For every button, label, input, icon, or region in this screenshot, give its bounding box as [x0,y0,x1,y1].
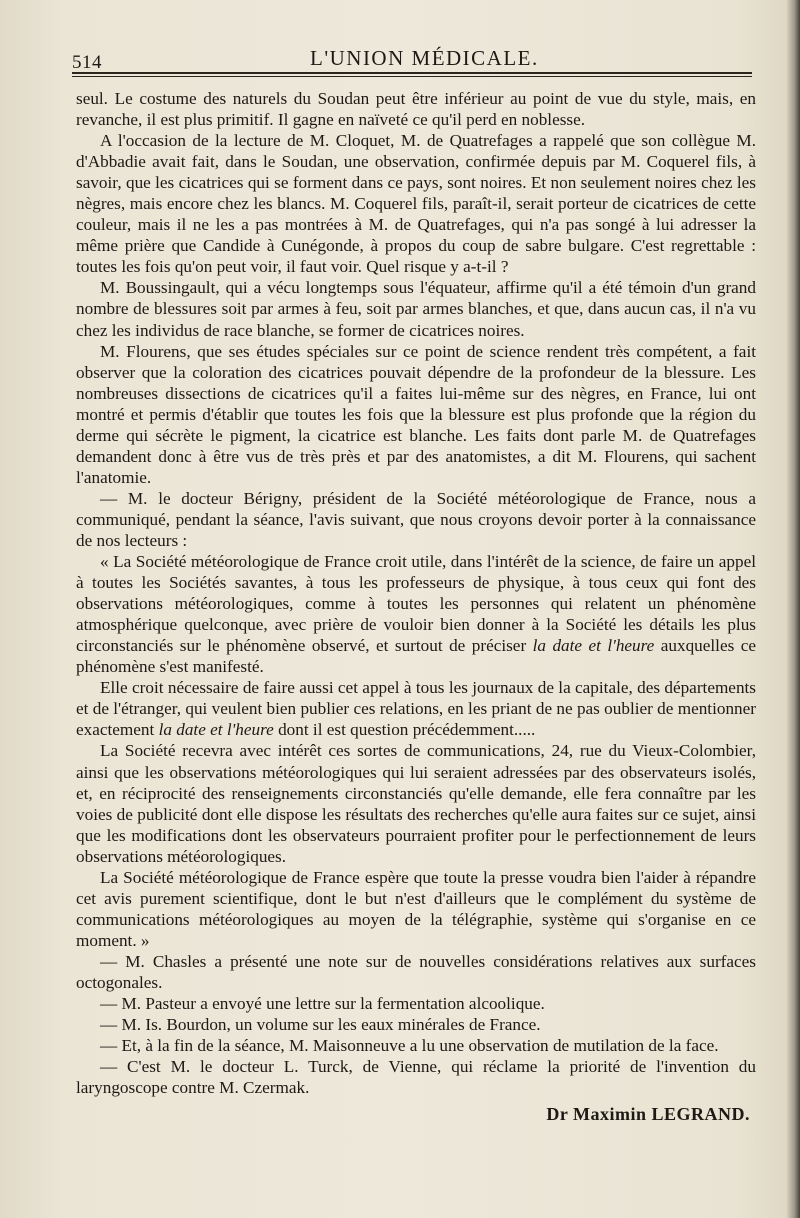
paragraph-6: « La Société météorologique de France croit utile, dans l'intérêt de la science, de faire un appel à toutes les Sociétés savantes, à tous les professeurs de physique, à tous ceux qui font des observations météorologiques, comme à toutes les personnes qui relatent un phénomène atmosphérique quelconque, avec prière de vouloir bien donner à la Société les détails les plus circonstanciés sur le phénomène observé, et surtout de préciser la date et l'heure auxquelles ce phénomène s'est manifesté. [76,552,756,677]
paragraph-8: La Société recevra avec intérêt ces sortes de communications, 24, rue du Vieux-Colombier, ainsi que les observations météorologiques qui lui seraient adressées par des observateurs isolés, et, en réciprocité des renseignements circonstanciés qu'elle demande, elle fera connaître par les voies de publicité dont elle dispose les résultats des recherches qu'elle aura faites sur ce sujet, ainsi que les modifications dont les observateurs pourraient profiter pour le perfectionnement de leurs observations météorologiques. [76,741,756,866]
paragraph-4: M. Flourens, que ses études spéciales sur ce point de science rendent très compétent, a fait observer que la coloration des cicatrices pouvait dépendre de la profondeur de la blessure. Les nombreuses dissections de cicatrices qu'il a faites lui-même sur des nègres, en France, lui ont montré et permis d'établir que toutes les fois que la blessure est plus profonde que la région du derme qui sécrète le pigment, la cicatrice est blanche. Les faits dont parle M. de Quatrefages demandent donc à être vus de très près et par des anatomistes, a dit M. Flourens, qui sachent l'anatomie. [76,341,756,487]
italic-phrase: la date et l'heure [158,720,274,740]
paragraph-14: — C'est M. le docteur L. Turck, de Vienne, qui réclame la priorité de l'invention du laryngoscope contre M. Czermak. [76,1057,756,1098]
page-number: 514 [72,52,102,73]
paragraph-10: — M. Chasles a présenté une note sur de nouvelles considérations relatives aux surfaces octogonales. [76,951,756,992]
paragraph-9: La Société météorologique de France espère que toute la presse voudra bien l'aider à répandre cet avis purement scientifique, dont le but n'est d'ailleurs que le complément du système de communications météorologiques au moyen de la télégraphie, système qui s'organise en ce moment. » [76,867,756,950]
author-signature: Dr Maximin LEGRAND. [546,1104,750,1125]
header-rule [72,72,752,74]
article-body [76,88,756,1125]
running-title: L'UNION MÉDICALE. [310,46,539,70]
paragraph-11: — M. Pasteur a envoyé une lettre sur la fermentation alcoolique. [100,994,545,1014]
paragraph-3: M. Boussingault, qui a vécu longtemps sous l'équateur, affirme qu'il a été témoin d'un grand nombre de blessures soit par armes à feu, soit par armes blanches, et que, dans aucun cas, il n'a vu chez les individus de race blanche, se former de cicatrices noires. [76,278,756,340]
paragraph-5: — M. le docteur Bérigny, président de la Société météorologique de France, nous a communiqué, pendant la séance, l'avis suivant, que nous croyons devoir porter à la connaissance de nos lecteurs : [76,488,756,550]
paragraph-1: seul. Le costume des naturels du Soudan peut être inférieur au point de vue du style, mais, en revanche, il est plus primitif. Il gagne en naïveté ce qu'il perd en noblesse. [76,89,756,130]
paragraph-12: — M. Is. Bourdon, un volume sur les eaux minérales de France. [100,1015,541,1035]
paragraph-2: A l'occasion de la lecture de M. Cloquet, M. de Quatrefages a rappelé que son collègue M. d'Abbadie avait fait, dans le Soudan, une observation, confirmée depuis par M. Coquerel fils, à savoir, que les cicatrices qui se forment dans ce pays, sont noires. Et non seulement noires chez les nègres, mais encore chez les blancs. M. Coquerel fils, paraît-il, serait porteur de cicatrices de cette couleur, mais il ne les a pas montrées à M. de Quatrefages, qui n'a pas songé à lui adresser la même prière que Candide à Cunégonde, à propos du coup de sabre bulgare. C'est regrettable : toutes les fois qu'on peut voir, il faut voir. Quel risque y a-t-il ? [76,131,756,277]
page-header [72,42,752,76]
page-edge-shadow [786,0,800,1218]
italic-phrase: la date et l'heure [532,636,655,656]
paragraph-7: Elle croit nécessaire de faire aussi cet appel à tous les journaux de la capitale, des départements et de l'étranger, qui veulent bien publier ces relations, en les priant de ne pas oublier de mentionner exactement la date et l'heure dont il est question précédemment..... [76,678,756,740]
header-rule-thin [72,76,752,77]
paragraph-13: — Et, à la fin de la séance, M. Maisonneuve a lu une observation de mutilation de la face. [100,1036,719,1056]
